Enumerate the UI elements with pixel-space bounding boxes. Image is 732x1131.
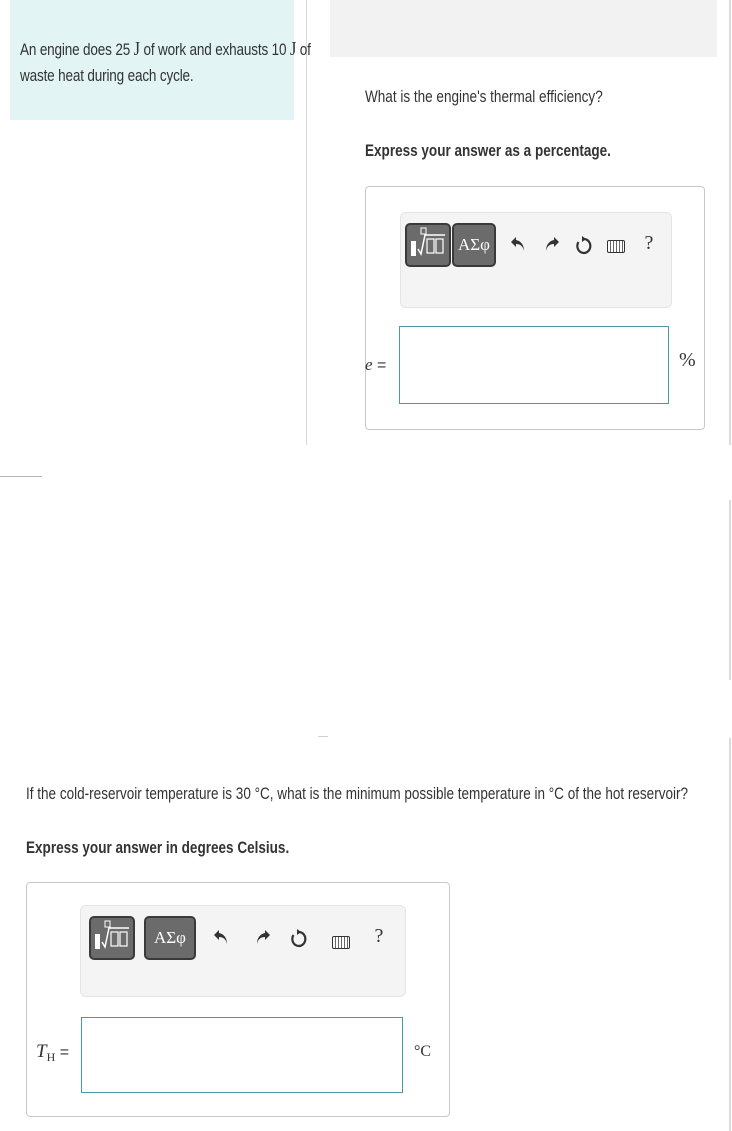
column-divider — [306, 0, 307, 445]
section-divider — [0, 476, 42, 477]
section-divider — [318, 736, 328, 737]
redo-icon[interactable] — [253, 928, 273, 948]
part2-answer-box — [26, 882, 450, 1117]
problem-text-segment: An engine does 25 — [20, 41, 131, 59]
percent-unit: % — [679, 349, 696, 371]
right-border — [729, 500, 731, 680]
math-toolbar — [400, 212, 672, 308]
variable-e: e — [365, 355, 373, 374]
part1-question: What is the engine's thermal efficiency? — [365, 88, 603, 106]
part1-variable-label — [365, 355, 386, 375]
part1-instruction: Express your answer as a percentage. — [365, 142, 611, 160]
unit-joule: J — [133, 38, 140, 60]
reset-icon[interactable] — [289, 928, 309, 948]
variable-t: T — [36, 1041, 47, 1062]
problem-text-segment: of work and exhausts 10 — [143, 41, 287, 59]
templates-button[interactable] — [89, 916, 135, 960]
keyboard-icon[interactable] — [332, 936, 350, 949]
help-icon[interactable]: ? — [374, 925, 384, 947]
undo-icon[interactable] — [211, 928, 231, 948]
right-border — [729, 738, 731, 1131]
right-border — [729, 0, 731, 445]
problem-text-segment: waste heat during each cycle. — [20, 67, 194, 85]
undo-icon[interactable] — [508, 235, 528, 255]
equals-sign: = — [377, 357, 387, 374]
keyboard-icon[interactable] — [607, 240, 625, 253]
equals-sign: = — [59, 1044, 70, 1061]
part2-answer-input[interactable] — [81, 1017, 403, 1093]
unit-joule: J — [289, 38, 297, 60]
part2-variable-label — [36, 1041, 69, 1065]
greek-button[interactable]: ΑΣφ — [452, 223, 496, 267]
variable-subscript: H — [46, 1050, 56, 1065]
redo-icon[interactable] — [542, 235, 562, 255]
problem-text — [20, 36, 311, 89]
part1-answer-box — [365, 186, 705, 430]
celsius-unit: °C — [414, 1043, 432, 1060]
templates-icon — [409, 227, 447, 264]
problem-text-segment: of — [299, 41, 311, 59]
part2-question: If the cold-reservoir temperature is 30 °C, what is the minimum possible temperature in °C of the hot reservoir? — [26, 785, 689, 803]
templates-icon — [93, 920, 131, 957]
part1-answer-input[interactable] — [399, 326, 669, 404]
templates-button[interactable] — [405, 223, 451, 267]
part2-instruction: Express your answer in degrees Celsius. — [26, 839, 290, 857]
header-placeholder — [330, 0, 717, 57]
math-toolbar — [80, 905, 406, 997]
greek-button[interactable]: ΑΣφ — [144, 916, 196, 960]
reset-icon[interactable] — [574, 235, 594, 255]
help-icon[interactable]: ? — [644, 232, 654, 254]
